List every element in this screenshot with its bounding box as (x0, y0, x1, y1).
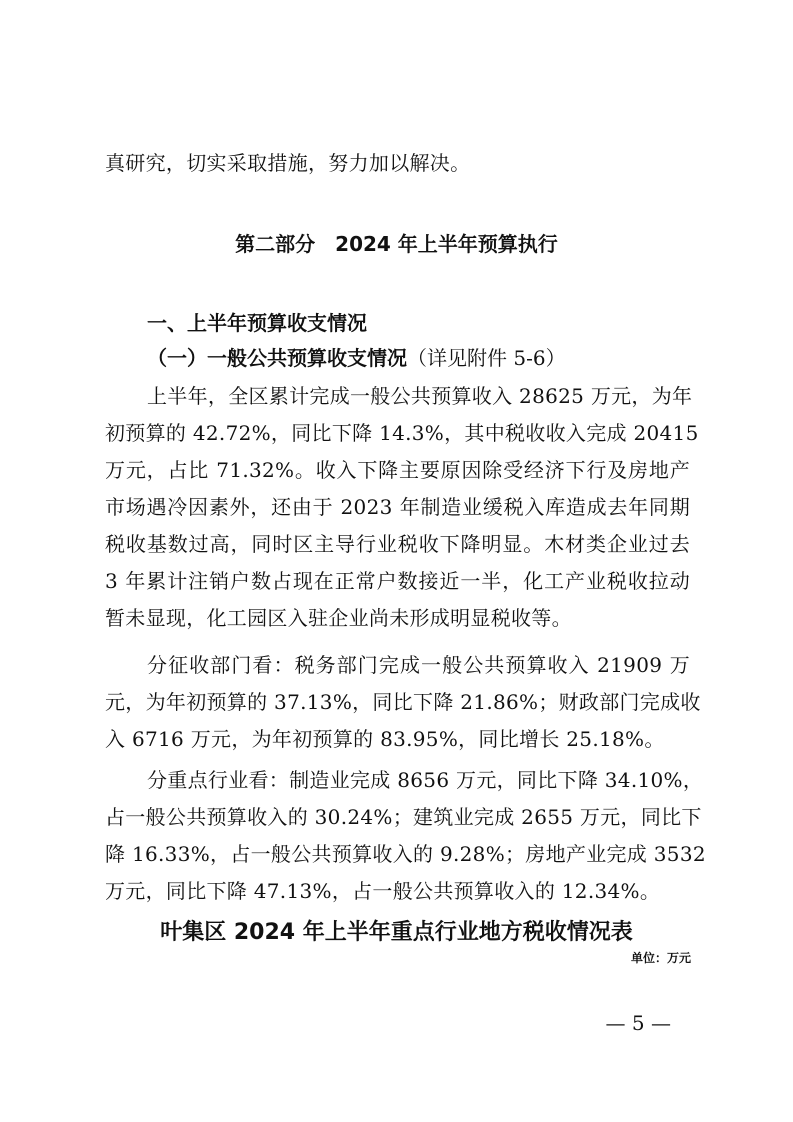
page-number: — 5 — (605, 1011, 671, 1035)
paragraph-1-line: 初预算的 42.72%，同比下降 14.3%，其中税收收入完成 20415 (105, 421, 699, 445)
paragraph-1-line: 税收基数过高，同时区主导行业税收下降明显。木材类企业过去 (105, 532, 690, 556)
subsection-heading-reference: （详见附件 5-6） (407, 346, 566, 370)
section-heading: 一、上半年预算收支情况 (147, 311, 367, 335)
paragraph-1-line: 上半年，全区累计完成一般公共预算收入 28625 万元，为年 (147, 384, 693, 408)
paragraph-3-line: 分重点行业看：制造业完成 8656 万元，同比下降 34.10%， (147, 768, 704, 792)
table-unit-label: 单位：万元 (630, 951, 691, 965)
subsection-heading (147, 343, 566, 373)
paragraph-3-line: 万元，同比下降 47.13%，占一般公共预算收入的 12.34%。 (105, 879, 661, 903)
subsection-heading-main: （一）一般公共预算收支情况 (147, 346, 407, 370)
paragraph-1-line: 市场遇冷因素外，还由于 2023 年制造业缓税入库造成去年同期 (105, 495, 690, 519)
paragraph-2-line: 元，为年初预算的 37.13%，同比下降 21.86%；财政部门完成收 (105, 690, 701, 714)
paragraph-1-line: 暂未显现，化工园区入驻企业尚未形成明显税收等。 (105, 606, 572, 630)
paragraph-1-line: 万元，占比 71.32%。收入下降主要原因除受经济下行及房地产 (105, 458, 690, 482)
paragraph-2-line: 入 6716 万元，为年初预算的 83.95%，同比增长 25.18%。 (105, 727, 665, 751)
carryover-paragraph: 真研究，切实采取措施，努力加以解决。 (105, 151, 471, 175)
paragraph-3-line: 降 16.33%，占一般公共预算收入的 9.28%；房地产业完成 3532 (105, 842, 706, 866)
table-title: 叶集区 2024 年上半年重点行业地方税收情况表 (160, 920, 633, 945)
part-title: 第二部分 2024 年上半年预算执行 (235, 232, 558, 256)
paragraph-1-line: 3 年累计注销户数占现在正常户数接近一半，化工产业税收拉动 (105, 569, 690, 593)
paragraph-2-line: 分征收部门看：税务部门完成一般公共预算收入 21909 万 (147, 653, 690, 677)
paragraph-3-line: 占一般公共预算收入的 30.24%；建筑业完成 2655 万元，同比下 (105, 805, 702, 829)
